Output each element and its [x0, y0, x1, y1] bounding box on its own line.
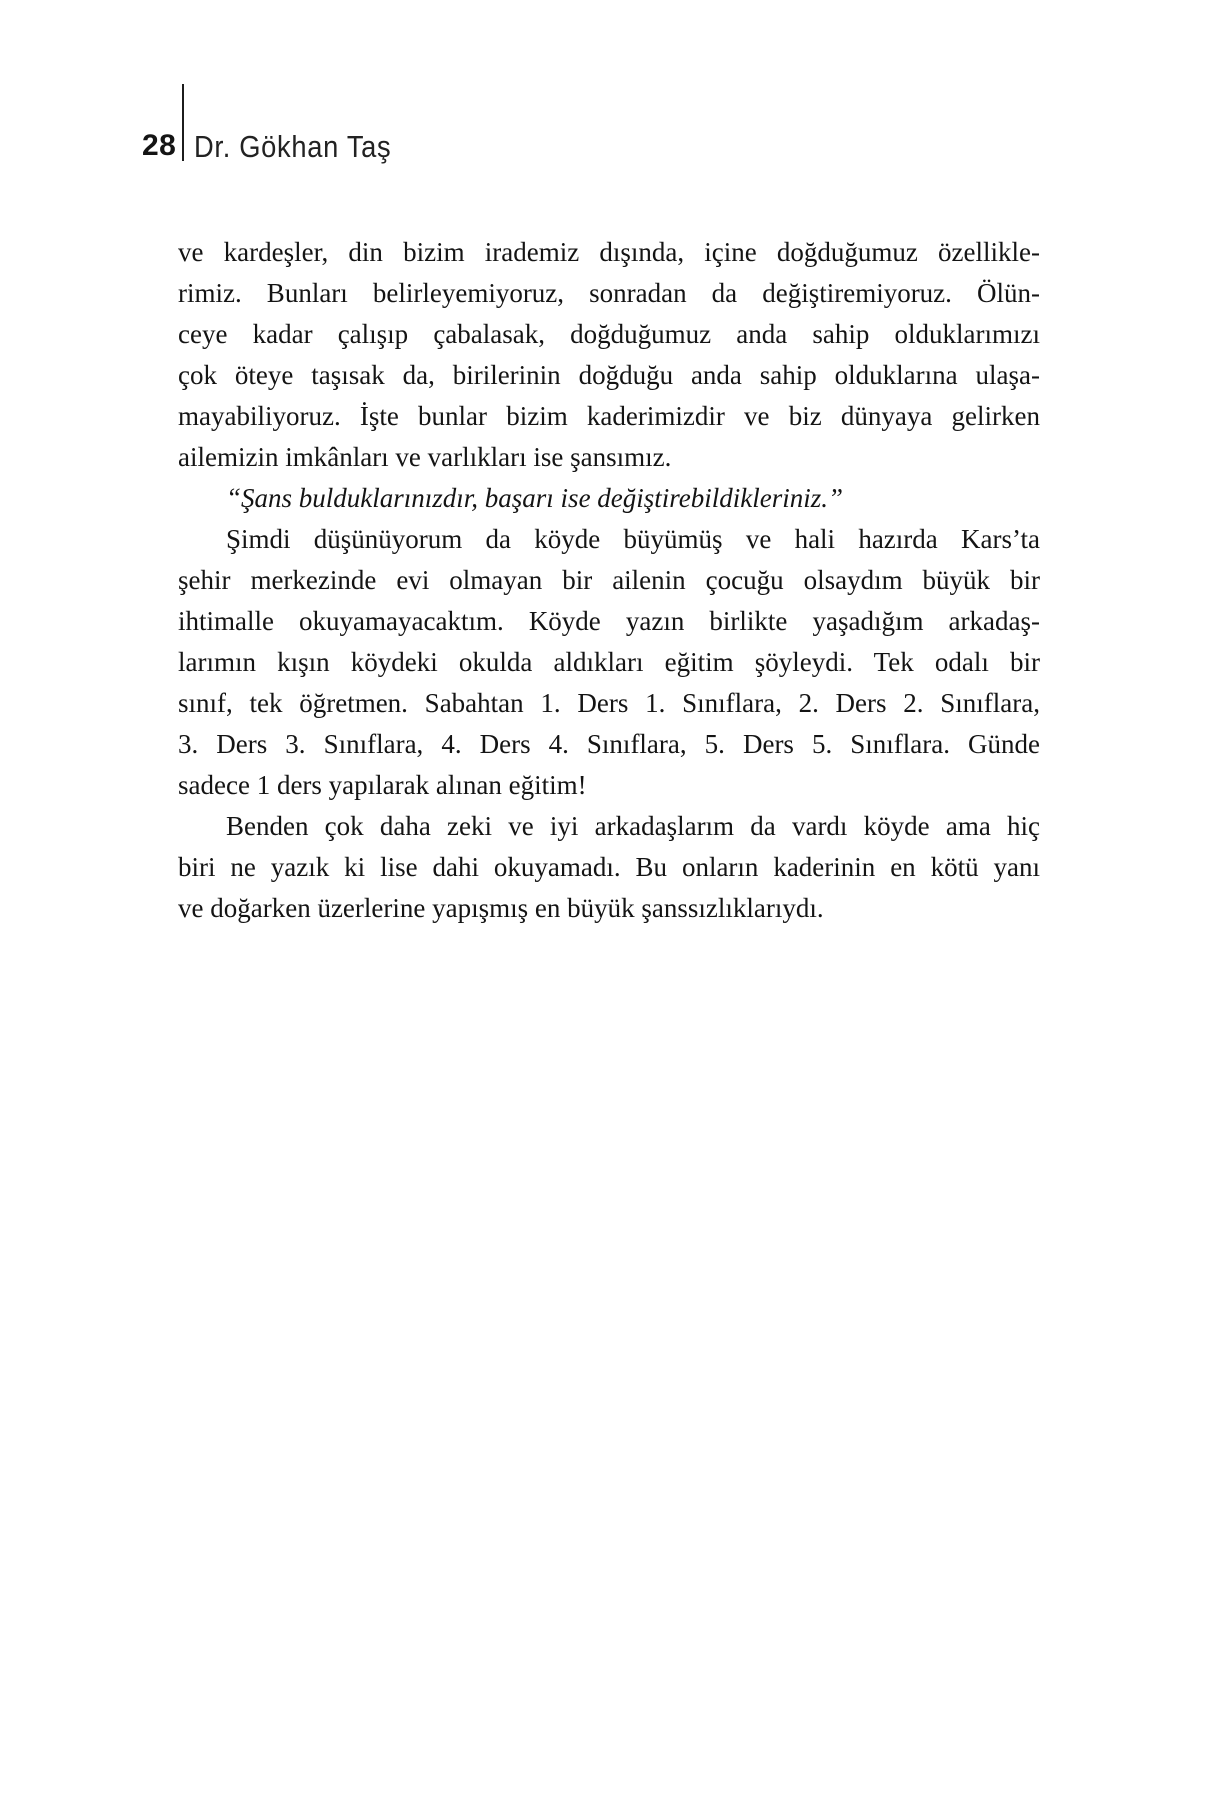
text-line: larımın kışın köydeki okulda aldıkları eğitim şöyleydi. Tek odalı bir: [178, 647, 1040, 677]
text-line: biri ne yazık ki lise dahi okuyamadı. Bu onların kaderinin en kötü yanı: [178, 852, 1040, 882]
running-header: [0, 0, 1221, 170]
text-line: ihtimalle okuyamayacaktım. Köyde yazın birlikte yaşadığım arkadaş-: [178, 606, 1040, 636]
text-line: Benden çok daha zeki ve iyi arkadaşlarım da vardı köyde ama hiç: [226, 811, 1040, 841]
running-head-author: Dr. Gökhan Taş: [194, 129, 392, 164]
text-line: ceye kadar çalışıp çabalasak, doğduğumuz anda sahip olduklarımızı: [178, 319, 1040, 349]
text-line: mayabiliyoruz. İşte bunlar bizim kaderimizdir ve biz dünyaya gelirken: [178, 401, 1040, 431]
text-line: ve kardeşler, din bizim irademiz dışında, içine doğduğumuz özellikle-: [178, 237, 1040, 267]
text-line: şehir merkezinde evi olmayan bir ailenin çocuğu olsaydım büyük bir: [178, 565, 1040, 595]
text-line: Şimdi düşünüyorum da köyde büyümüş ve hali hazırda Kars’ta: [226, 524, 1040, 554]
text-line: rimiz. Bunları belirleyemiyoruz, sonradan da değiştiremiyoruz. Ölün-: [178, 278, 1040, 308]
text-line: sınıf, tek öğretmen. Sabahtan 1. Ders 1. Sınıflara, 2. Ders 2. Sınıflara,: [178, 688, 1040, 718]
paragraph: [178, 806, 1040, 929]
quote-line: “Şans bulduklarınızdır, başarı ise değiştirebildikleriniz.”: [226, 483, 844, 513]
text-line: çok öteye taşısak da, birilerinin doğduğu anda sahip olduklarına ulaşa-: [178, 360, 1040, 390]
paragraph: [178, 519, 1040, 806]
text-line: ve doğarken üzerlerine yapışmış en büyük şanssızlıklarıydı.: [178, 893, 824, 923]
text-line: sadece 1 ders yapılarak alınan eğitim!: [178, 770, 587, 800]
body-text-block: [178, 232, 1040, 929]
text-line: ailemizin imkânları ve varlıkları ise şansımız.: [178, 442, 672, 472]
header-divider-rule: [182, 84, 184, 161]
text-line: 3. Ders 3. Sınıflara, 4. Ders 4. Sınıflara, 5. Ders 5. Sınıflara. Günde: [178, 729, 1040, 759]
page-number: 28: [142, 129, 177, 162]
paragraph-quote: [178, 478, 1040, 519]
paragraph: [178, 232, 1040, 478]
